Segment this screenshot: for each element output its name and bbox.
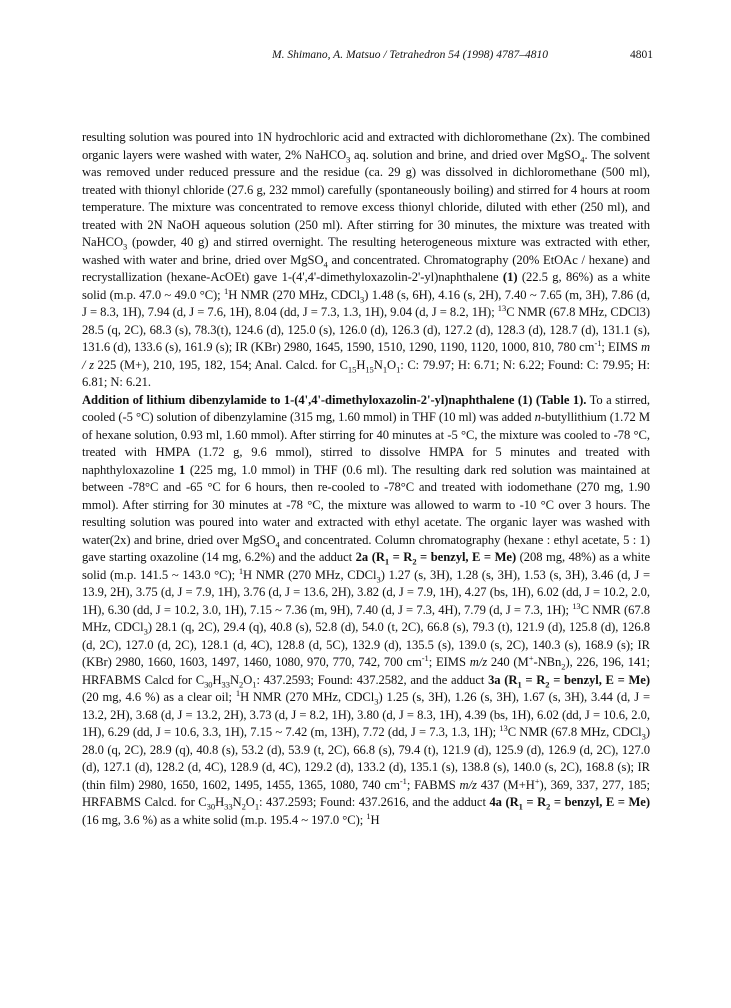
text-run: -NBn bbox=[533, 655, 562, 669]
compound-label: = benzyl, E = Me) bbox=[549, 672, 650, 687]
text-run: 225 (M+), 210, 195, 182, 154; Anal. Calcd. for C bbox=[93, 357, 348, 372]
text-run: (225 mg, 1.0 mmol) in THF (0.6 ml). The resulting dark red solution was maintained at between -78°C and -65 °C for 6 hours, then re-cooled to -78°C and treated with iodomethane (270 mg, 1.90 mmol). After stirring for 30 minutes at -78 °C, the mixture was allowed to warm to -10 °C over 3 hours. The resulting solution was poured into water and extracted with ethyl acetate. The organic layer was washed with water(2x) and brine, dried over MgSO bbox=[82, 462, 650, 547]
compound-label: = R bbox=[389, 550, 413, 564]
text-run: (22.5 g, 86%) as a white solid (m.p. 47.0 ~ 49.0 °C); bbox=[82, 270, 650, 302]
text-run: (20 mg, 4.6 %) as a clear oil; bbox=[82, 690, 236, 704]
italic-text: m/z bbox=[469, 655, 488, 669]
subscript: 3 bbox=[143, 626, 148, 637]
superscript: 1 bbox=[238, 565, 244, 576]
subscript: 3 bbox=[376, 574, 381, 585]
superscript: -1 bbox=[421, 652, 429, 663]
subscript: 3 bbox=[374, 696, 379, 707]
superscript: -1 bbox=[399, 775, 407, 786]
text-run: H bbox=[370, 812, 380, 827]
italic-text: m / z bbox=[82, 340, 651, 372]
text-run: 240 (M bbox=[487, 655, 529, 669]
compound-label: = benzyl, E = Me) bbox=[550, 795, 650, 809]
subscript: 30 bbox=[206, 801, 216, 812]
compound-label: 3a (R bbox=[488, 672, 518, 687]
subscript: 4 bbox=[275, 539, 280, 550]
text-run: aq. solution and brine, and dried over MgSO bbox=[350, 147, 581, 162]
subscript: 1 bbox=[382, 364, 388, 375]
superscript: 1 bbox=[366, 810, 371, 821]
article-body bbox=[82, 129, 650, 829]
paragraph-lithium-addition bbox=[82, 392, 650, 830]
section-heading: Addition of lithium dibenzylamide to 1-(4',4'-dimethyloxazolin-2'-yl)naphthalene (1) (Table 1). bbox=[82, 392, 587, 407]
text-run: O bbox=[245, 795, 255, 809]
text-run: H NMR (270 MHz, CDCl bbox=[240, 690, 375, 704]
text-run: and concentrated. Chromatography (20% EtOAc / hexane) and recrystallization (hexane-AcOEt) gave 1-(4',4'-dimethyloxazolin-2'-yl)naphthalene bbox=[82, 252, 650, 284]
text-run: H NMR (270 MHz, CDCl bbox=[243, 567, 377, 582]
text-run: (208 mg, 48%) as a white solid (m.p. 141.5 ~ 143.0 °C); bbox=[82, 550, 650, 582]
italic-text: n bbox=[534, 410, 541, 424]
paragraph-naphthalene-synthesis bbox=[82, 129, 650, 392]
subscript: 4 bbox=[323, 259, 328, 270]
subscript: 2 bbox=[238, 679, 244, 690]
text-run: O bbox=[387, 357, 397, 372]
subscript: 2 bbox=[561, 661, 566, 672]
text-run: 437 (M+H bbox=[476, 777, 535, 792]
text-run: H bbox=[215, 795, 225, 809]
superscript: -1 bbox=[594, 337, 602, 348]
subscript: 15 bbox=[347, 364, 357, 375]
superscript: 13 bbox=[499, 722, 508, 733]
italic-text: m/z bbox=[459, 777, 477, 792]
compound-label: 4a (R bbox=[489, 795, 519, 809]
text-run: H bbox=[356, 357, 366, 372]
text-run: N bbox=[373, 357, 383, 372]
subscript: 1 bbox=[252, 679, 257, 690]
subscript: 15 bbox=[365, 364, 374, 375]
subscript: 3 bbox=[123, 241, 128, 252]
subscript: 1 bbox=[518, 801, 523, 812]
text-run: O bbox=[243, 672, 253, 687]
text-run: resulting solution was poured into 1N hydrochloric acid and extracted with dichloromethane (2x). The combined organic layers were washed with water, 2% NaHCO bbox=[82, 130, 650, 162]
text-run: To a stirred, cooled (-5 °C) solution of dibenzylamine (315 mg, 1.60 mmol) in THF (10 ml) was added bbox=[82, 392, 650, 424]
text-run: C NMR (67.8 MHz, CDCl3) 28.5 (q, 2C), 68.3 (s), 78.3(t), 124.6 (d), 125.0 (s), 126.0 (d), 126.3 (d), 127.2 (d), 128.3 (d), 128.7 (d), 131.1 (s), 131.6 (d), 133.6 (s), 161.9 (s); IR (KBr) 2980, 1645, 1590, 1510, 1290, 1190, 1120, 1000, 810, 780 cm bbox=[82, 305, 650, 354]
subscript: 1 bbox=[517, 679, 522, 690]
superscript: 1 bbox=[235, 687, 241, 698]
superscript: 1 bbox=[223, 285, 229, 296]
text-run: and concentrated. Column chromatography (hexane : ethyl acetate, 5 : 1) gave starting oxazoline (14 mg, 6.2%) and the adduct bbox=[82, 532, 650, 564]
subscript: 2 bbox=[545, 679, 550, 690]
text-run: C NMR (67.8 MHz, CDCl bbox=[507, 725, 642, 739]
subscript: 4 bbox=[580, 154, 585, 165]
text-run: ), 226, 196, 141; HRFABMS Calcd for C bbox=[82, 655, 650, 687]
text-run: N bbox=[232, 795, 242, 809]
subscript: 2 bbox=[546, 801, 551, 812]
subscript: 33 bbox=[224, 801, 233, 812]
subscript: 3 bbox=[360, 294, 365, 305]
text-run: ; FABMS bbox=[406, 777, 460, 792]
text-run: : 437.2593; Found: 437.2616, and the adduct bbox=[259, 795, 490, 809]
text-run: ; EIMS bbox=[601, 340, 641, 354]
superscript: 13 bbox=[572, 600, 581, 611]
subscript: 1 bbox=[396, 364, 401, 375]
text-run: : C: 79.97; H: 6.71; N: 6.22; Found: C: 79.95; H: 6.81; N: 6.21. bbox=[82, 357, 650, 389]
subscript: 33 bbox=[221, 679, 230, 690]
page-number: 4801 bbox=[630, 49, 653, 61]
text-run: N bbox=[229, 672, 239, 687]
compound-label: 1 bbox=[178, 462, 186, 477]
text-run: ), 369, 337, 277, 185; HRFABMS Calcd. for C bbox=[82, 777, 650, 809]
subscript: 30 bbox=[204, 679, 213, 690]
subscript: 1 bbox=[384, 556, 390, 567]
text-run: (16 mg, 3.6 %) as a white solid (m.p. 195.4 ~ 197.0 °C); bbox=[82, 812, 367, 827]
text-run: ) 1.48 (s, 6H), 4.16 (s, 2H), 7.40 ~ 7.65 (m, 3H), 7.86 (d, J = 8.3, 1H), 7.94 (d, J = 7.6, 1H), 8.04 (dd, J = 7.3, 1.3, 1H), 9.04 (d, J = 8.2, 1H); bbox=[82, 287, 651, 319]
superscript: 13 bbox=[497, 302, 507, 313]
text-run: ) 28.0 (q, 2C), 28.9 (q), 40.8 (s), 53.2 (d), 53.9 (t, 2C), 66.8 (s), 79.4 (t), 121.9 (d), 125.9 (d), 126.9 (d, 2C), 127.0 (d), 127.1 (d), 128.2 (d, 4C), 128.9 (d, 4C), 129.2 (d), 133.2 (d), 135.1 (s), 138.8 (s), 140.0 (s, 2C), 168.8 (s); IR (thin film) 2980, 1650, 1602, 1495, 1455, 1365, 1080, 740 cm bbox=[82, 725, 650, 792]
superscript: + bbox=[528, 652, 534, 663]
text-run: ) 1.27 (s, 3H), 1.28 (s, 3H), 1.53 (s, 3H), 3.46 (d, J = 13.9, 2H), 3.75 (d, J = 7.9, 1H), 3.76 (d, J = 13.6, 2H), 3.82 (d, J = 7.9, 1H), 4.27 (bs, 1H), 6.02 (dd, J = 10.2, 2.0, 1H), 6.30 (dd, J = 10.2, 3.0, 1H), 7.15 ~ 7.36 (m, 9H), 7.40 (d, J = 7.3, 4H), 7.79 (d, J = 7.3, 1H); bbox=[82, 567, 650, 617]
subscript: 3 bbox=[641, 731, 646, 742]
text-run: -butyllithium (1.72 M of hexane solution, 0.93 ml, 1.60 mmol). After stirring for 40 minutes at -5 °C, the mixture was cooled to -78 °C, treated with HMPA (1.72 g, 9.6 mmol), stirred to dissolve HMPA for 5 minutes and treated with naphthyloxazoline bbox=[82, 410, 650, 477]
text-run: C NMR (67.8 MHz, CDCl bbox=[82, 602, 650, 634]
text-run: H NMR (270 MHz, CDCl bbox=[228, 287, 361, 302]
compound-label: = R bbox=[522, 795, 547, 809]
text-run: . The solvent was removed under reduced pressure and the residue (ca. 29 g) was dissolved in dichloromethane (500 ml), treated with thionyl chloride (27.6 g, 232 mmol) carefully (spontaneously boiling) and stirred for 4 hours at room temperature. The mixture was concentrated to remove excess thionyl chloride, diluted with ether (250 ml), and treated with 2N NaOH aqueous solution (250 ml). After stirring for 30 minutes, the mixture was treated with NaHCO bbox=[82, 147, 650, 249]
text-run: H bbox=[212, 672, 222, 687]
compound-label: = benzyl, E = Me) bbox=[416, 550, 517, 564]
subscript: 2 bbox=[241, 801, 246, 812]
text-run: ; EIMS bbox=[428, 655, 470, 669]
subscript: 2 bbox=[412, 556, 417, 567]
running-header: M. Shimano, A. Matsuo / Tetrahedron 54 (1998) 4787–4810 bbox=[272, 49, 548, 61]
text-run: (powder, 40 g) and stirred overnight. The resulting heterogeneous mixture was extracted with ether, washed with water and brine, dried over MgSO bbox=[82, 235, 650, 267]
text-run: ) 1.25 (s, 3H), 1.26 (s, 3H), 1.67 (s, 3H), 3.44 (d, J = 13.2, 2H), 3.68 (d, J = 13.2, 2H), 3.73 (d, J = 8.2, 1H), 3.80 (d, J = 8.3, 1H), 4.39 (bs, 1H), 6.02 (dd, J = 10.6, 2.0, 1H), 6.29 (dd, J = 10.6, 3.3, 1H), 7.15 ~ 7.42 (m, 13H), 7.72 (dd, J = 7.3, 1.3, 1H); bbox=[82, 690, 650, 739]
text-run: ) 28.1 (q, 2C), 29.4 (q), 40.8 (s), 52.8 (d), 54.0 (t, 2C), 66.8 (s), 79.3 (t), 121.9 (d), 125.8 (d), 126.8 (d, 2C), 127.0 (d, 2C), 128.1 (d, 4C), 128.8 (d, 5C), 132.9 (d), 135.5 (s), 139.0 (s, 2C), 140.3 (s), 168.9 (s); IR (KBr) 2980, 1660, 1603, 1497, 1460, 1080, 970, 770, 742, 700 cm bbox=[82, 620, 650, 669]
subscript: 1 bbox=[254, 801, 260, 812]
compound-label: = R bbox=[521, 672, 546, 687]
text-run: : 437.2593; Found: 437.2582, and the adduct bbox=[256, 672, 489, 687]
compound-label: (1) bbox=[502, 270, 518, 284]
compound-label: 2a (R bbox=[355, 550, 385, 564]
subscript: 3 bbox=[346, 154, 351, 165]
superscript: + bbox=[534, 775, 540, 786]
